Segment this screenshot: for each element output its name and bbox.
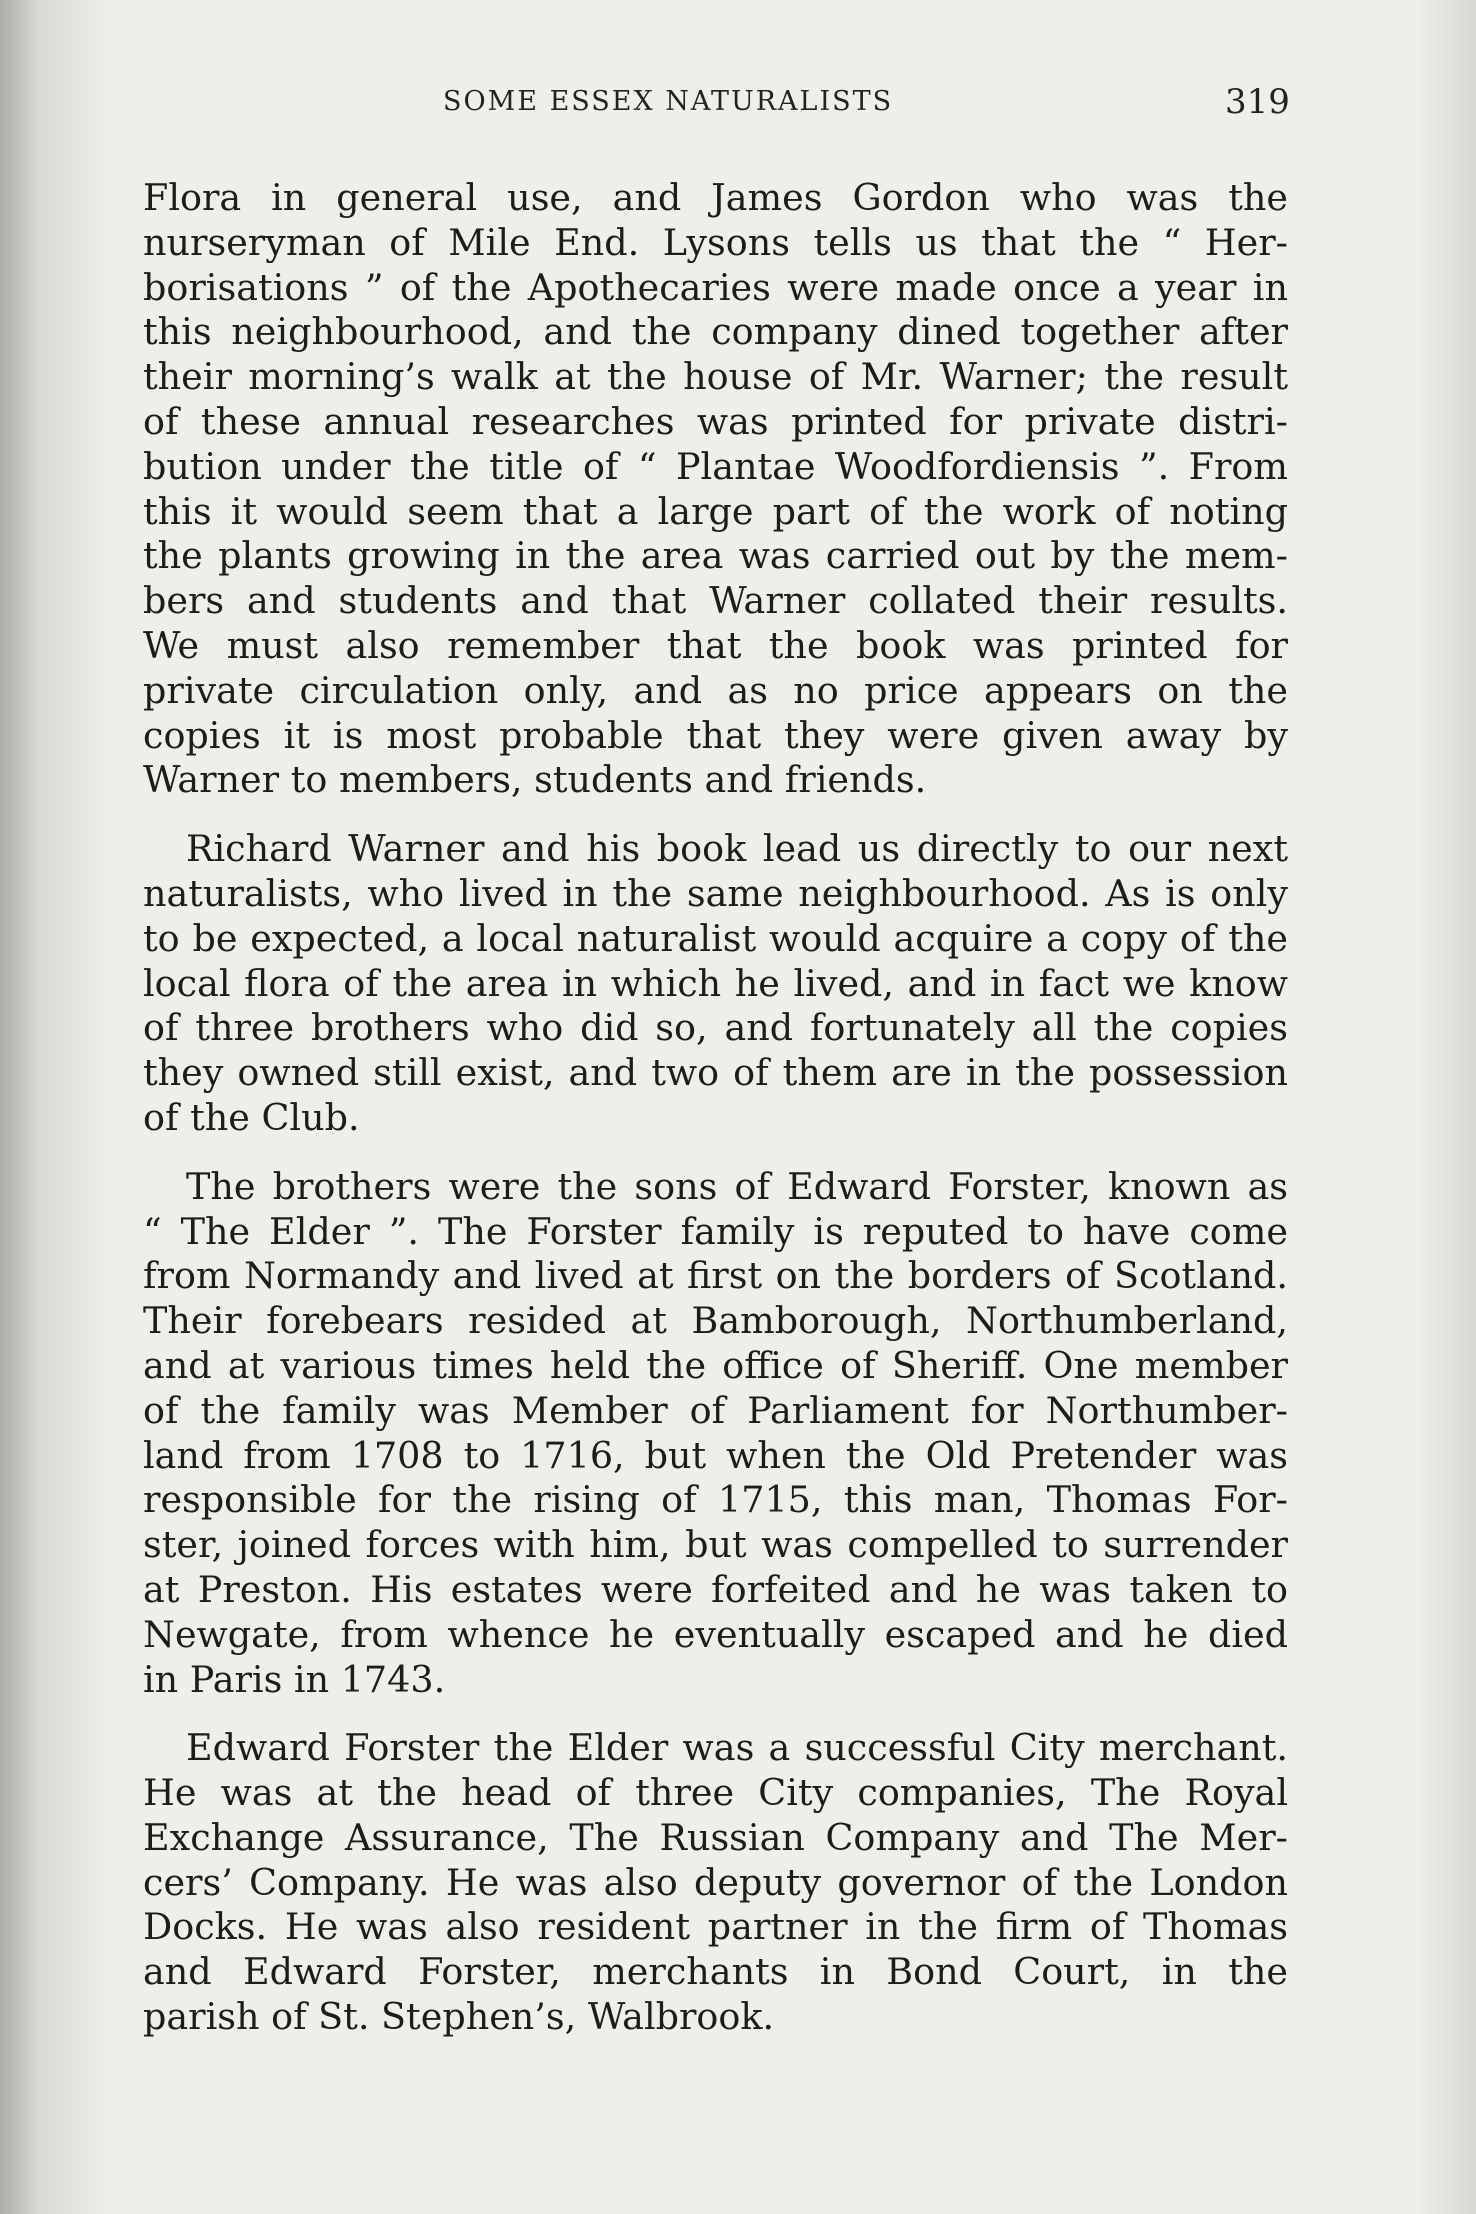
text-line: Docks. He was also resident partner in the firm of Thomas [143, 1905, 1288, 1949]
text-line: land from 1708 to 1716, but when the Old Pretender was [143, 1433, 1288, 1477]
text-line: of the Club. [143, 1095, 360, 1139]
paragraph [143, 1165, 1288, 1703]
text-line: of these annual researches was printed for private distri- [143, 399, 1288, 443]
text-line: “ The Elder ”. The Forster family is reputed to have come [143, 1209, 1288, 1253]
text-line: cers’ Company. He was also deputy governor of the London [143, 1860, 1288, 1904]
text-line: at Preston. His estates were forfeited and he was taken to [143, 1567, 1288, 1611]
paragraph [143, 1726, 1288, 2040]
text-line: Flora in general use, and James Gordon who was the [143, 176, 1288, 219]
text-line: Richard Warner and his book lead us directly to our next [186, 827, 1288, 871]
text-line: Exchange Assurance, The Russian Company and The Mer- [143, 1815, 1288, 1859]
text-line: Warner to members, students and friends. [143, 758, 927, 802]
text-line: naturalists, who lived in the same neighbourhood. As is only [143, 871, 1288, 915]
text-line: to be expected, a local naturalist would acquire a copy of the [143, 916, 1288, 960]
text-line: nurseryman of Mile End. Lysons tells us that the “ Her- [143, 220, 1288, 264]
text-line: ster, joined forces with him, but was compelled to surrender [143, 1523, 1288, 1567]
text-line: responsible for the rising of 1715, this man, Thomas For- [143, 1478, 1288, 1522]
text-line: of three brothers who did so, and fortunately all the copies [143, 1006, 1288, 1050]
text-line: the plants growing in the area was carried out by the mem- [143, 534, 1288, 578]
text-line: from Normandy and lived at first on the borders of Scotland. [143, 1254, 1288, 1298]
paragraph [143, 827, 1288, 1141]
text-line: The brothers were the sons of Edward Forster, known as [186, 1164, 1288, 1208]
text-line: of the family was Member of Parliament for Northumber- [143, 1388, 1288, 1432]
text-line: parish of St. Stephen’s, Walbrook. [143, 1995, 775, 2039]
text-line: this neighbourhood, and the company dined together after [143, 310, 1288, 354]
body-text [143, 176, 1288, 2040]
text-line: in Paris in 1743. [143, 1657, 446, 1701]
text-line: Their forebears resided at Bamborough, Northumberland, [143, 1299, 1288, 1343]
text-line: this it would seem that a large part of the work of noting [143, 489, 1288, 533]
running-head: SOME ESSEX NATURALISTS [443, 86, 894, 117]
text-line: they owned still exist, and two of them are in the possession [143, 1051, 1288, 1095]
text-line: Newgate, from whence he eventually escaped and he died [143, 1612, 1288, 1656]
text-line: their morning’s walk at the house of Mr. Warner; the result [143, 355, 1288, 399]
page-number: 319 [1225, 82, 1290, 122]
text-line: He was at the head of three City companies, The Royal [143, 1771, 1288, 1815]
text-line: private circulation only, and as no price appears on the [143, 668, 1288, 712]
text-line: copies it is most probable that they were given away by [143, 713, 1288, 757]
text-line: We must also remember that the book was printed for [143, 623, 1288, 667]
paragraph [143, 176, 1288, 803]
text-line: bution under the title of “ Plantae Woodfordiensis ”. From [143, 444, 1288, 488]
text-line: and Edward Forster, merchants in Bond Court, in the [143, 1950, 1288, 1994]
text-line: and at various times held the office of Sheriff. One member [143, 1343, 1288, 1387]
text-line: local flora of the area in which he lived, and in fact we know [143, 961, 1288, 1005]
text-line: bers and students and that Warner collated their results. [143, 579, 1288, 623]
text-line: Edward Forster the Elder was a successful City merchant. [186, 1726, 1288, 1770]
text-line: borisations ” of the Apothecaries were made once a year in [143, 265, 1288, 309]
